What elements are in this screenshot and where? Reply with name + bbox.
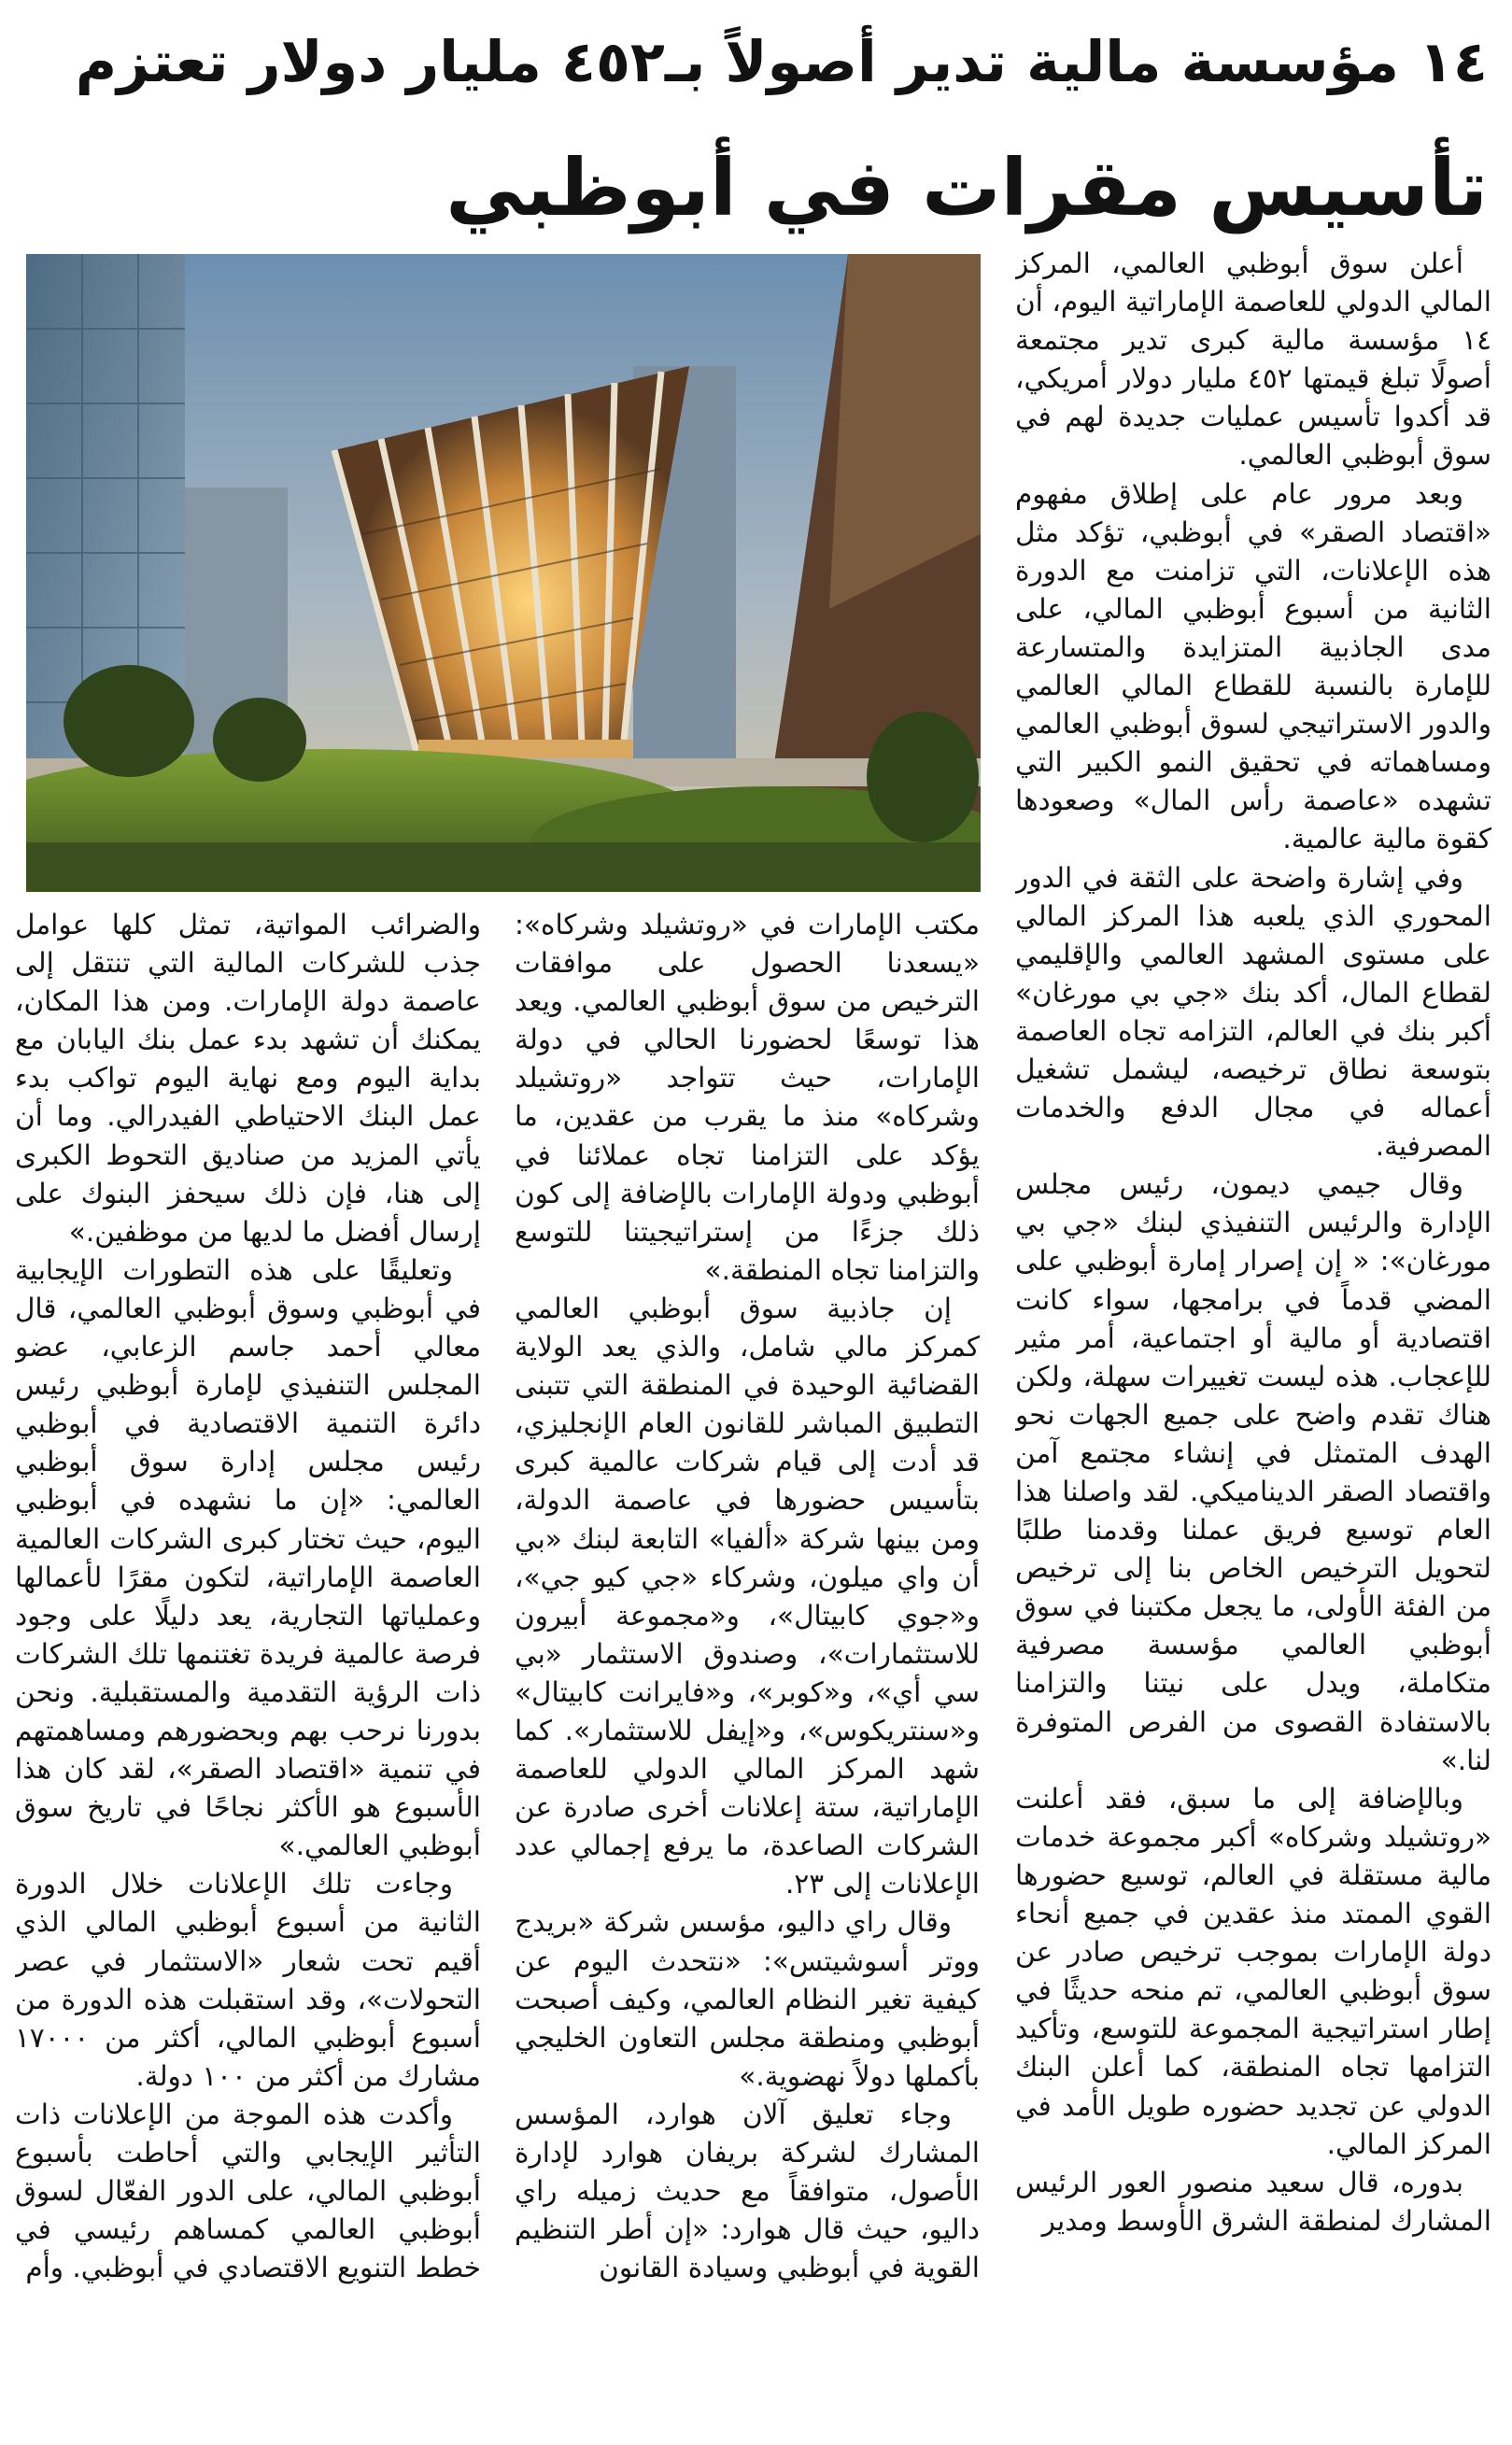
article-column-left	[15, 906, 481, 2442]
headline-line-2: تأسيس مقرات في أبوظبي	[445, 142, 1488, 233]
paragraph: وبالإضافة إلى ما سبق، فقد أعلنت «روتشيلد وشركاه» أكبر مجموعة خدمات مالية مستقلة في العالم، توسيع حضورها القوي الممتد منذ عقدين في جميع أنحاء دولة الإمارات بموجب ترخيص صادر عن سوق أبوظبي العالمي، تم منحه حديثًا في إطار استراتيجية المجموعة للتوسع، وتأكيد التزامها تجاه المنطقة، كما أعلن البنك الدولي عن تجديد حضوره طويل الأمد في المركز المالي.	[1015, 1782, 1491, 2160]
building-photo	[26, 254, 981, 892]
paragraph: وأكدت هذه الموجة من الإعلانات ذات التأثير الإيجابي والتي أحاطت بأسبوع أبوظبي المالي، على الدور الفعّال لسوق أبوظبي العالمي كمساهم رئيسي في خطط التنويع الاقتصادي في أبوظبي. وأم	[15, 2098, 481, 2284]
paragraph: وفي إشارة واضحة على الثقة في الدور المحوري الذي يلعبه هذا المركز المالي على مستوى المشهد العالمي والإقليمي لقطاع المال، أكد بنك «جي بي مورغان» أكبر بنك في العالم، التزامه تجاه العاصمة بتوسعة نطاق ترخيصه، ليشمل تشغيل أعماله في مجال الدفع والخدمات المصرفية.	[1015, 861, 1491, 1163]
paragraph: والضرائب المواتية، تمثل كلها عوامل جذب للشركات المالية التي تنتقل إلى عاصمة دولة الإمارات. ومن هذا المكان، يمكنك أن تشهد بدء عمل بنك اليابان مع بداية اليوم ومع نهاية اليوم تواكب بدء عمل البنك الاحتياطي الفيدرالي. وما أن يأتي المزيد من صناديق التحوط الكبرى إلى هنا، فإن ذلك سيحفز البنوك على إرسال أفضل ما لديها من موظفين.»	[15, 909, 481, 1248]
headline	[47, 0, 1488, 250]
paragraph: مكتب الإمارات في «روتشيلد وشركاه»: «يسعدنا الحصول على موافقات الترخيص من سوق أبوظبي العالمي. ويعد هذا توسعًا لحضورنا الحالي في دولة الإمارات، حيث تتواجد «روتشيلد وشركاه» منذ ما يقرب من عقدين، ما يؤكد على التزامنا تجاه عملائنا في أبوظبي ودولة الإمارات بالإضافة إلى كون ذلك جزءًا من إستراتيجيتنا للتوسع والتزامنا تجاه المنطقة.»	[515, 909, 980, 1286]
paragraph: وبعد مرور عام على إطلاق مفهوم «اقتصاد الصقر» في أبوظبي، تؤكد مثل هذه الإعلانات، التي تزامنت مع الدورة الثانية من أسبوع أبوظبي المالي، على مدى الجاذبية المتزايدة والمتسارعة للإمارة بالنسبة للقطاع المالي العالمي والدور الاستراتيجي لسوق أبوظبي العالمي ومساهماته في تحقيق النمو الكبير التي تشهده «عاصمة رأس المال» وصعودها كقوة مالية عالمية.	[1015, 477, 1491, 855]
paragraph: بدوره، قال سعيد منصور العور الرئيس المشارك لمنطقة الشرق الأوسط ومدير	[1015, 2166, 1491, 2237]
paragraph: وقال راي داليو، مؤسس شركة «بريدج ووتر أسوشيتس»: «نتحدث اليوم عن كيفية تغير النظام العالمي، وكيف أصبحت أبوظبي ومنطقة مجلس التعاون الخليجي بأكملها دولاً نهضوية.»	[515, 1906, 980, 2092]
article-column-right	[1015, 245, 1491, 2439]
paragraph: إن جاذبية سوق أبوظبي العالمي كمركز مالي شامل، والذي يعد الولاية القضائية الوحيدة في المنطقة التي تتبنى التطبيق المباشر للقانون العام الإنجليزي، قد أدت إلى قيام شركات عالمية كبرى بتأسيس حضورها في عاصمة الدولة، ومن بينها شركة «ألفيا» التابعة لبنك «بي أن واي ميلون، وشركاء «جي كيو جي»، و«جوي كابيتال»، و«مجموعة أبيرون للاستثمارات»، وصندوق الاستثمار «بي سي أي»، و«كوبر»، و«فايرانت كابيتال» و«سنتريكوس»، و«إيفل للاستثمار». كما شهد المركز المالي الدولي للعاصمة الإماراتية، ستة إعلانات أخرى صادرة عن الشركات الصاعدة، ما يرفع إجمالي عدد الإعلانات إلى ٢٣.	[515, 1292, 980, 1901]
paragraph: وجاء تعليق آلان هوارد، المؤسس المشارك لشركة بريفان هوارد لإدارة الأصول، متوافقاً مع حديث زميله راي داليو، حيث قال هوارد: «إن أطر التنظيم القوية في أبوظبي وسيادة القانون	[515, 2098, 980, 2284]
paragraph: أعلن سوق أبوظبي العالمي، المركز المالي الدولي للعاصمة الإماراتية اليوم، أن ١٤ مؤسسة مالية كبرى تدير مجتمعة أصولًا تبلغ قيمتها ٤٥٢ مليار دولار أمريكي، قد أكدوا تأسيس عمليات جديدة لهم في سوق أبوظبي العالمي.	[1015, 247, 1491, 472]
paragraph: وقال جيمي ديمون، رئيس مجلس الإدارة والرئيس التنفيذي لبنك «جي بي مورغان»: « إن إصرار إمارة أبوظبي على المضي قدماً في برامجها، سواء كانت اقتصادية أو مالية أو اجتماعية، أمر مثير للإعجاب. هذه ليست تغييرات سهلة، ولكن هناك تقدم واضح على جميع الجهات نحو الهدف المتمثل في إنشاء مجتمع آمن واقتصاد الصقر الديناميكي. لقد واصلنا هذا العام توسيع فريق عملنا وقدمنا طلبًا لتحويل الترخيص الخاص بنا إلى ترخيص من الفئة الأولى، ما يجعل مكتبنا في سوق أبوظبي العالمي مؤسسة مصرفية متكاملة، ويدل على نيتنا والتزامنا بالاستفادة القصوى من الفرص المتوفرة لنا.»	[1015, 1168, 1491, 1776]
paragraph: وجاءت تلك الإعلانات خلال الدورة الثانية من أسبوع أبوظبي المالي الذي أقيم تحت شعار «الاستثمار في عصر التحولات»، وقد استقبلت هذه الدورة من أسبوع أبوظبي المالي، أكثر من ١٧٠٠٠ مشارك من أكثر من ١٠٠ دولة.	[15, 1868, 481, 2092]
article-column-middle	[515, 906, 980, 2442]
paragraph: وتعليقًا على هذه التطورات الإيجابية في أبوظبي وسوق أبوظبي العالمي، قال معالي أحمد جاسم الزعابي، عضو المجلس التنفيذي لإمارة أبوظبي رئيس دائرة التنمية الاقتصادية في أبوظبي رئيس مجلس إدارة سوق أبوظبي العالمي: «إن ما نشهده في أبوظبي اليوم، حيث تختار كبرى الشركات العالمية العاصمة الإماراتية، لتكون مقرًا لأعمالها وعملياتها التجارية، يعد دليلًا على وجود فرصة عالمية فريدة تغتنمها تلك الشركات ذات الرؤية التقدمية والمستقبلية. ونحن بدورنا نرحب بهم وبحضورهم ومساهمتهم في تنمية «اقتصاد الصقر»، لقد كان هذا الأسبوع هو الأكثر نجاحًا في تاريخ سوق أبوظبي العالمي.»	[15, 1253, 481, 1862]
headline-line-1: ١٤ مؤسسة مالية تدير أصولاً بـ٤٥٢ مليار دولار تعتزم	[75, 30, 1488, 95]
